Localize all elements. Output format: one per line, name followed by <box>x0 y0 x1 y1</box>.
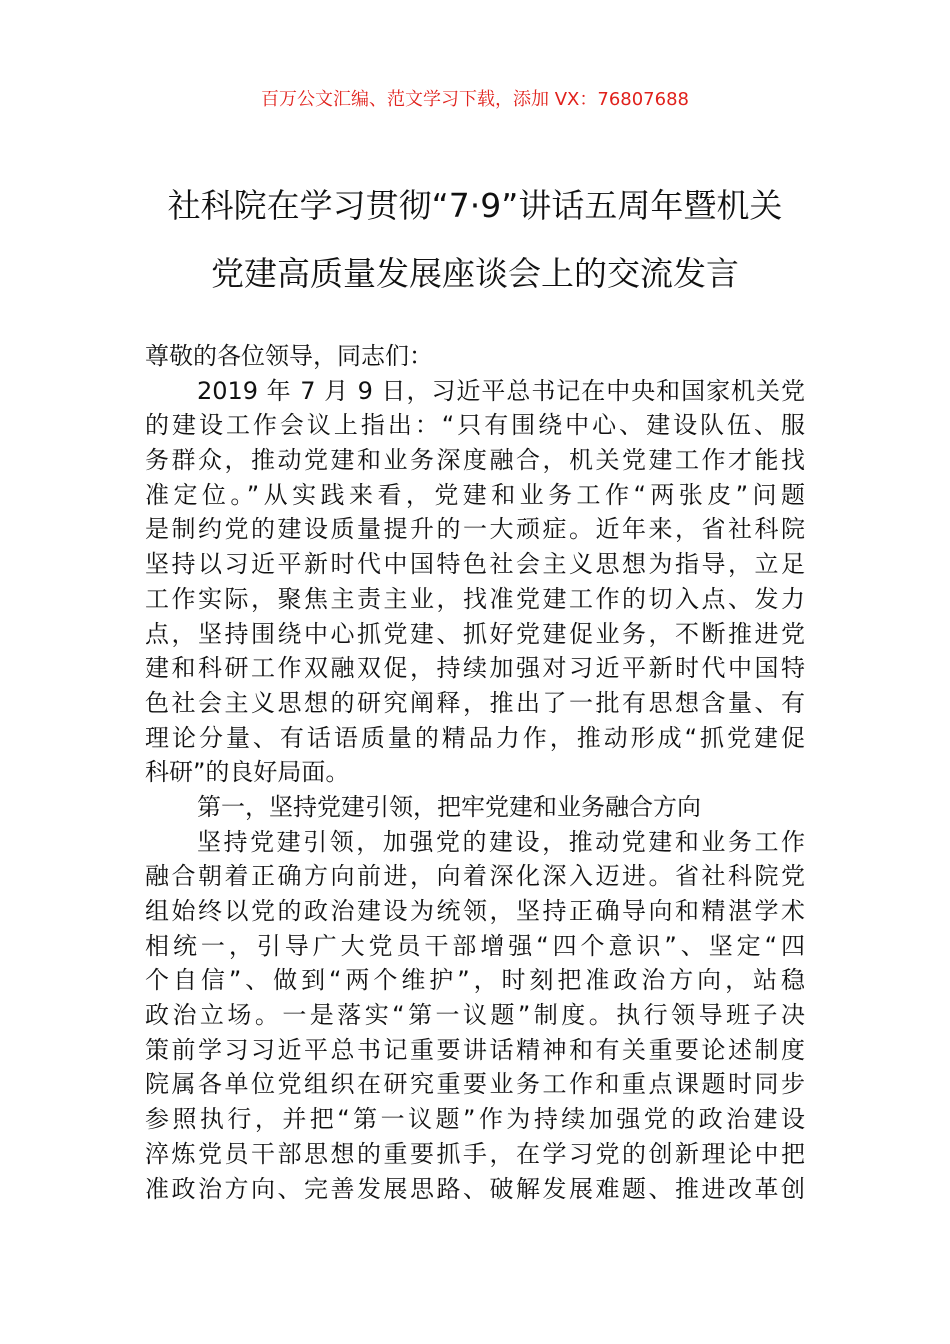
document-title-line-1: 社科院在学习贯彻“7·9”讲话五周年暨机关 <box>167 186 783 225</box>
promo-header: 百万公文汇编、范文学习下载，添加 VX：76807688 <box>261 89 689 110</box>
body-text-line: 坚持以习近平新时代中国特色社会主义思想为指导，立足 <box>145 550 805 579</box>
body-text-line: 策前学习习近平总书记重要讲话精神和有关重要论述制度 <box>145 1035 805 1064</box>
body-text-line: 尊敬的各位领导，同志们： <box>145 342 433 370</box>
body-text-line: 淬炼党员干部思想的重要抓手，在学习党的创新理论中把 <box>145 1139 805 1168</box>
document-body <box>145 339 805 1206</box>
body-text-line: 的建设工作会议上指出：“只有围绕中心、建设队伍、服 <box>145 411 805 440</box>
body-text-line: 参照执行，并把“第一议题”作为持续加强党的政治建设 <box>145 1105 805 1134</box>
body-text-line: 政治立场。一是落实“第一议题”制度。执行领导班子决 <box>145 1001 805 1030</box>
body-text-line: 色社会主义思想的研究阐释，推出了一批有思想含量、有 <box>145 688 805 717</box>
body-text-line: 务群众，推动党建和业务深度融合，机关党建工作才能找 <box>145 446 805 475</box>
body-text-line: 2019 年 7 月 9 日，习近平总书记在中央和国家机关党 <box>197 376 805 405</box>
body-text-line: 组始终以党的政治建设为统领，坚持正确导向和精湛学术 <box>145 897 805 925</box>
body-text-line: 融合朝着正确方向前进，向着深化深入迈进。省社科院党 <box>145 862 805 891</box>
body-text-line: 建和科研工作双融双促，持续加强对习近平新时代中国特 <box>145 654 805 683</box>
body-text-line: 准定位。”从实践来看，党建和业务工作“两张皮”问题 <box>145 480 805 509</box>
body-text-line: 是制约党的建设质量提升的一大顽症。近年来，省社科院 <box>145 515 805 544</box>
document-title-line-2: 党建高质量发展座谈会上的交流发言 <box>211 254 739 293</box>
body-text-line: 个自信”、做到“两个维护”，时刻把准政治方向，站稳 <box>145 966 805 995</box>
body-text-line: 第一，坚持党建引领，把牢党建和业务融合方向 <box>197 792 701 821</box>
body-text-line: 理论分量、有话语质量的精品力作，推动形成“抓党建促 <box>145 723 805 752</box>
body-text-line: 相统一，引导广大党员干部增强“四个意识”、坚定“四 <box>145 931 805 960</box>
body-text-line: 科研”的良好局面。 <box>145 758 350 787</box>
body-text-line: 院属各单位党组织在研究重要业务工作和重点课题时同步 <box>145 1070 805 1099</box>
body-text-line: 准政治方向、完善发展思路、破解发展难题、推进改革创 <box>145 1174 805 1203</box>
body-text-line: 工作实际，聚焦主责主业，找准党建工作的切入点、发力 <box>145 584 805 613</box>
body-text-line: 坚持党建引领，加强党的建设，推动党建和业务工作 <box>197 827 805 856</box>
body-text-line: 点，坚持围绕中心抓党建、抓好党建促业务，不断推进党 <box>145 619 805 648</box>
